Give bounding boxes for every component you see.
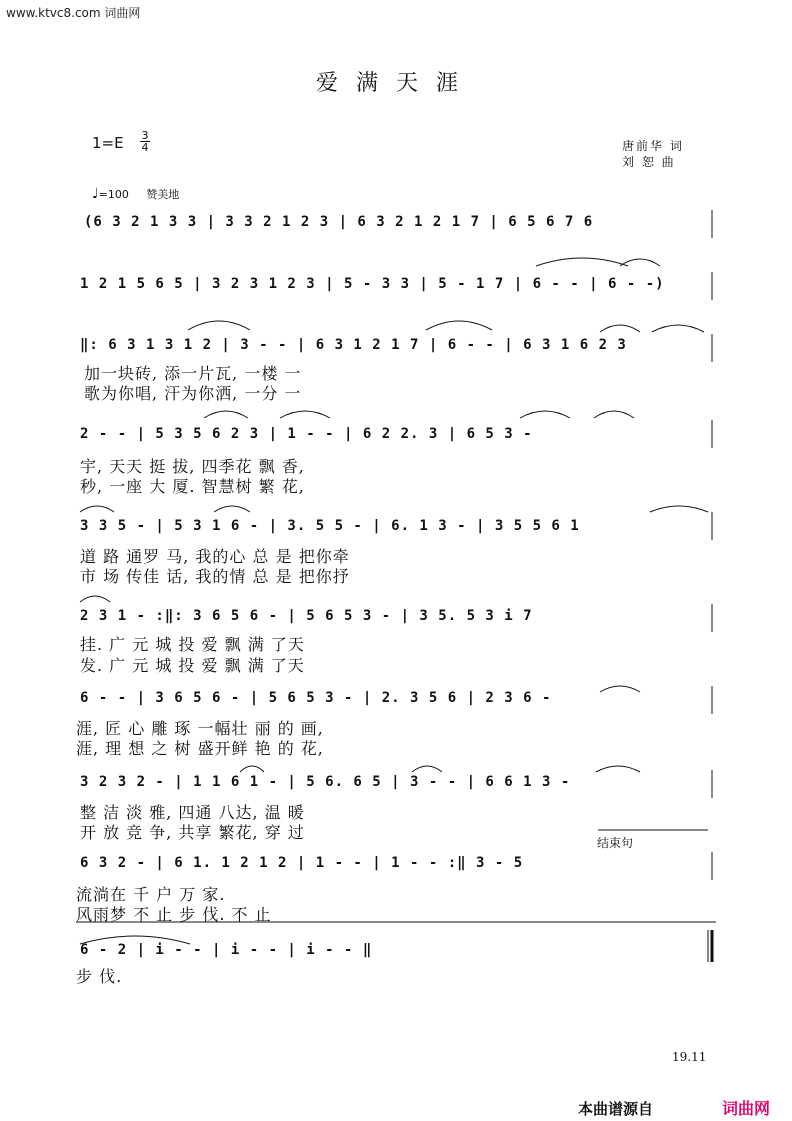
- lyric-row-3-verse-1: 加一块砖, 添一片瓦, 一楼 一: [84, 364, 302, 383]
- lyric-row-8-verse-2: 开 放 竞 争, 共享 繁花, 穿 过: [80, 823, 305, 842]
- notation-row-6: 2 3 1 - :‖: 3 6 5 6 - | 5 6 5 3 - | 3 5. 5 3 i 7: [80, 608, 533, 624]
- slur: [240, 766, 264, 772]
- tempo-value: =100: [98, 188, 129, 201]
- lyric-row-9-verse-1: 流淌在 千 户 万 家.: [76, 885, 226, 904]
- slur: [536, 258, 628, 266]
- slur: [650, 506, 708, 512]
- lyric-row-10-verse-1: 步 伐.: [76, 967, 123, 986]
- lyric-row-9-verse-2: 风雨梦 不 止 步 伐. 不 止: [76, 905, 272, 924]
- lyric-row-7-verse-2: 涯, 理 想 之 树 盛开鲜 艳 的 花,: [76, 739, 324, 758]
- notation-row-10: 6 - 2 | i - - | i - - | i - - ‖: [80, 942, 373, 958]
- lyric-row-6-verse-1: 挂. 广 元 城 投 爱 飘 满 了天: [80, 635, 305, 654]
- notation-row-3: ‖: 6 3 1 3 1 2 | 3 - - | 6 3 1 2 1 7 | 6 - - | 6 3 1 6 2 3: [80, 337, 627, 353]
- notation-row-7: 6 - - | 3 6 5 6 - | 5 6 5 3 - | 2. 3 5 6 | 2 3 6 -: [80, 690, 552, 706]
- slur: [594, 411, 634, 418]
- lyric-row-4-verse-1: 宇, 天天 挺 拔, 四季花 飘 香,: [80, 457, 305, 476]
- lyric-row-8-verse-1: 整 洁 淡 雅, 四通 八达, 温 暖: [80, 803, 305, 822]
- key-signature: 1=E: [92, 134, 124, 152]
- meter-denominator: 4: [141, 141, 149, 154]
- lyric-row-3-verse-2: 歌为你唱, 汗为你洒, 一分 一: [84, 384, 302, 403]
- notation-row-8: 3 2 3 2 - | 1 1 6 1 - | 5 6. 6 5 | 3 - - | 6 6 1 3 -: [80, 774, 571, 790]
- meter-numerator: 3: [141, 129, 149, 142]
- song-title: 爱满天涯: [315, 71, 476, 96]
- lyric-row-5-verse-1: 道 路 通罗 马, 我的心 总 是 把你牵: [80, 547, 350, 566]
- lyric-row-6-verse-2: 发. 广 元 城 投 爱 飘 满 了天: [80, 656, 305, 675]
- notation-row-5: 3 3 5 - | 5 3 1 6 - | 3. 5 5 - | 6. 1 3 - | 3 5 5 6 1: [80, 518, 580, 534]
- source-label: 本曲谱源自: [578, 1100, 654, 1118]
- score-date: 19.11: [672, 1050, 707, 1064]
- notation-row-2: 1 2 1 5 6 5 | 3 2 3 1 2 3 | 5 - 3 3 | 5 - 1 7 | 6 - - | 6 - -): [80, 276, 665, 292]
- slur: [412, 766, 442, 772]
- notation-row-9: 6 3 2 - | 6 1. 1 2 1 2 | 1 - - | 1 - - :‖ 3 - 5: [80, 855, 524, 871]
- lyricist-credit: 唐前华 词: [622, 139, 684, 153]
- lyric-row-5-verse-2: 市 场 传佳 话, 我的情 总 是 把你抒: [80, 567, 350, 586]
- quarter-note-icon: ♩: [92, 186, 99, 202]
- slur: [280, 411, 330, 418]
- notation-row-4: 2 - - | 5 3 5 6 2 3 | 1 - - | 6 2 2. 3 | 6 5 3 -: [80, 426, 533, 442]
- notation-row-1: (6 3 2 1 3 3 | 3 3 2 1 2 3 | 6 3 2 1 2 1 7 | 6 5 6 7 6: [84, 214, 594, 230]
- slur: [600, 325, 640, 332]
- end-phrase-label: 结束句: [597, 836, 634, 850]
- slur: [214, 506, 250, 512]
- slur: [188, 321, 250, 330]
- source-logo[interactable]: 词曲网: [722, 1099, 771, 1118]
- expression-marking: 赞美地: [146, 188, 180, 201]
- slur: [80, 596, 110, 602]
- lyric-row-7-verse-1: 涯, 匠 心 雕 琢 一幅壮 丽 的 画,: [76, 719, 324, 738]
- site-watermark[interactable]: www.ktvc8.com 词曲网: [6, 6, 141, 20]
- slur: [596, 766, 640, 772]
- lyric-row-4-verse-2: 秒, 一座 大 厦. 智慧树 繁 花,: [80, 477, 305, 496]
- slur: [80, 506, 114, 512]
- slur: [600, 686, 640, 692]
- slur: [204, 411, 248, 418]
- slur: [520, 411, 570, 418]
- slur: [426, 321, 492, 330]
- slur: [652, 325, 704, 332]
- composer-credit: 刘 恕 曲: [622, 155, 676, 169]
